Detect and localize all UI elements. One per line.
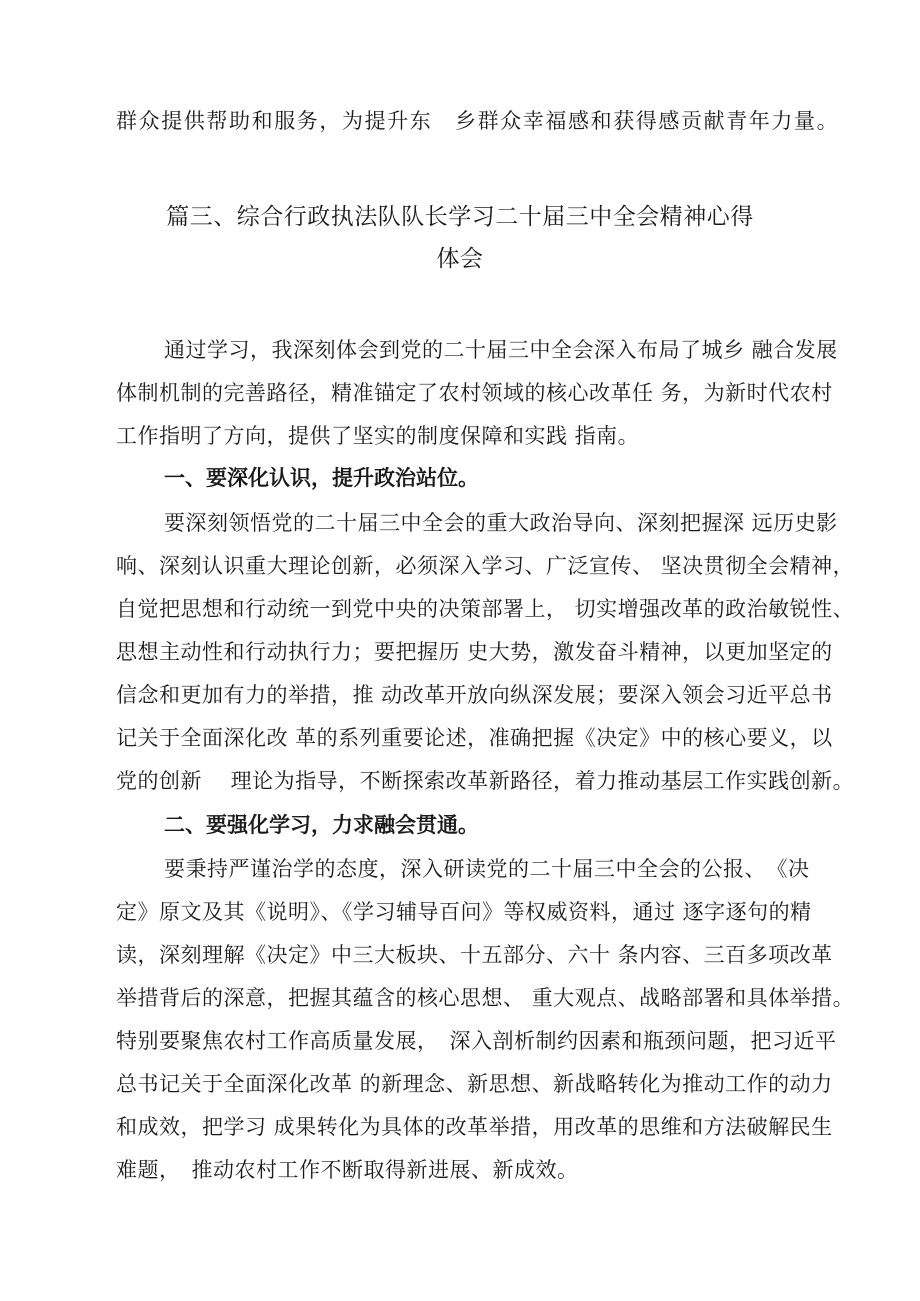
paragraph-line: 党的创新 理论为指导，不断探索改革新路径，着力推动基层工作实践创新。	[116, 769, 855, 793]
section-title-line-1: 篇三、综合行政执法队队长学习二十届三中全会精神心得	[166, 204, 754, 230]
previous-section-tail: 群众提供帮助和服务，为提升东 乡群众幸福感和获得感贡献青年力量。	[116, 109, 840, 133]
paragraph-line: 信念和更加有力的举措，推 动改革开放向纵深发展；要深入领会习近平总书	[116, 683, 833, 707]
paragraph-line: 要深刻领悟党的二十届三中全会的重大政治导向、深刻把握深 远历史影	[164, 511, 838, 535]
paragraph-line: 工作指明了方向，提供了坚实的制度保障和实践 指南。	[116, 424, 640, 448]
paragraph-line: 定》原文及其《说明》、《学习辅导百问》等权威资料，通过 逐字逐句的精	[116, 900, 812, 924]
paragraph-line: 记关于全面深化改 革的系列重要论述，准确把握《决定》中的核心要义，以	[116, 726, 833, 750]
paragraph-line: 和成效，把学习 成果转化为具体的改革举措，用改革的思维和方法破解民生	[116, 1115, 833, 1139]
paragraph-line: 响、深刻认识重大理论创新，必须深入学习、广泛宣传、 坚决贯彻全会精神，	[116, 554, 855, 578]
paragraph-line: 通过学习，我深刻体会到党的二十届三中全会深入布局了城乡 融合发展	[164, 338, 838, 362]
paragraph-line: 特别要聚焦农村工作高质量发展， 深入剖析制约因素和瓶颈问题，把习近平	[116, 1029, 837, 1053]
section-title-line-2: 体会	[436, 246, 484, 272]
paragraph-line: 体制机制的完善路径，精准锚定了农村领域的核心改革任 务，为新时代农村	[116, 381, 833, 405]
section-1-heading: 一、要深化认识，提升政治站位。	[164, 466, 479, 490]
paragraph-line: 总书记关于全面深化改革 的新理念、新思想、新战略转化为推动工作的动力	[116, 1072, 833, 1096]
paragraph-line: 自觉把思想和行动统一到党中央的决策部署上， 切实增强改革的政治敏锐性、	[116, 597, 855, 621]
paragraph-line: 思想主动性和行动执行力；要把握历 史大势，激发奋斗精神，以更加坚定的	[116, 640, 833, 664]
paragraph-line: 难题， 推动农村工作不断取得新进展、新成效。	[116, 1158, 579, 1182]
paragraph-line: 读，深刻理解《决定》中三大板块、十五部分、六十 条内容、三百多项改革	[116, 943, 833, 967]
section-2-heading: 二、要强化学习，力求融会贯通。	[164, 813, 479, 837]
paragraph-line: 举措背后的深意，把握其蕴含的核心思想、 重大观点、战略部署和具体举措。	[116, 986, 855, 1010]
paragraph-line: 要秉持严谨治学的态度，深入研读党的二十届三中全会的公报、 《决	[164, 857, 810, 881]
